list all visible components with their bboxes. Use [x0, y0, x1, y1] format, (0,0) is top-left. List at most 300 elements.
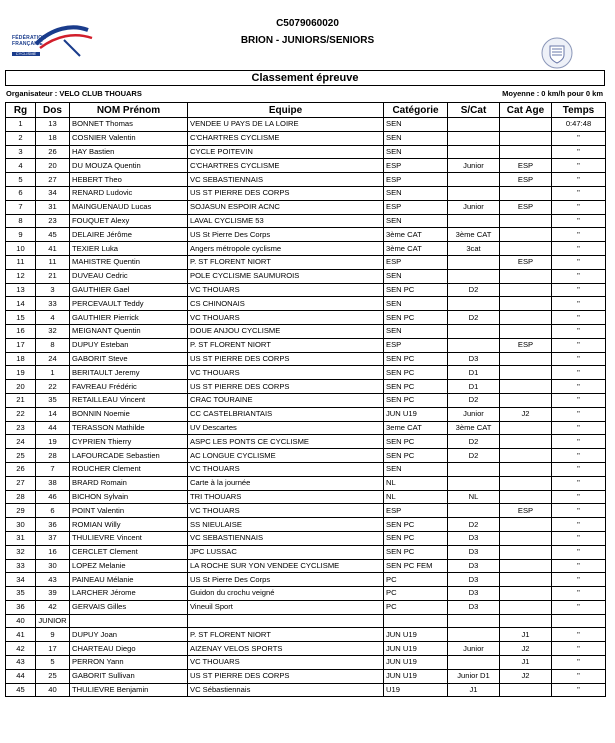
cell-category: SEN	[384, 131, 448, 145]
cell-subcat: D3	[448, 352, 500, 366]
cell-subcat: D2	[448, 393, 500, 407]
cell-time: "	[552, 311, 606, 325]
table-row	[6, 490, 606, 504]
cell-subcat: D1	[448, 380, 500, 394]
cell-category: SEN	[384, 186, 448, 200]
cell-category: SEN PC	[384, 435, 448, 449]
cell-agecat	[500, 118, 552, 132]
cell-agecat	[500, 324, 552, 338]
cell-time: "	[552, 324, 606, 338]
cell-bib: 21	[36, 269, 70, 283]
cell-time: "	[552, 366, 606, 380]
cell-team: AIZENAY VELOS SPORTS	[188, 642, 384, 656]
event-name: BRION - JUNIORS/SENIORS	[240, 35, 375, 46]
table-row	[6, 242, 606, 256]
cell-category: SEN PC FEM	[384, 559, 448, 573]
cell-team: VC THOUARS	[188, 283, 384, 297]
table-row	[6, 628, 606, 642]
cell-time: "	[552, 255, 606, 269]
cell-name: GERVAIS Gilles	[70, 600, 188, 614]
cell-subcat	[448, 269, 500, 283]
cell-category: SEN PC	[384, 393, 448, 407]
cell-team: US ST PIERRE DES CORPS	[188, 380, 384, 394]
table-row	[6, 573, 606, 587]
cell-name: DU MOUZA Quentin	[70, 159, 188, 173]
cell-subcat: Junior	[448, 159, 500, 173]
cell-time: 0:47:48	[552, 118, 606, 132]
cell-subcat: D1	[448, 366, 500, 380]
cell-time	[552, 614, 606, 628]
cell-category: SEN	[384, 118, 448, 132]
cell-agecat	[500, 476, 552, 490]
cell-team: Guidon du crochu veigné	[188, 587, 384, 601]
cell-rank: 45	[6, 683, 36, 697]
table-row	[6, 407, 606, 421]
cell-rank: 22	[6, 407, 36, 421]
cell-subcat	[448, 255, 500, 269]
cell-agecat	[500, 600, 552, 614]
cell-time: "	[552, 573, 606, 587]
cell-agecat: J2	[500, 407, 552, 421]
cell-subcat	[448, 628, 500, 642]
cell-category: SEN PC	[384, 366, 448, 380]
cell-bib: 5	[36, 656, 70, 670]
logo-text-line-3: CYCLISME	[12, 52, 40, 56]
cell-bib: 46	[36, 490, 70, 504]
cell-bib: 17	[36, 642, 70, 656]
cell-subcat: J1	[448, 683, 500, 697]
cell-time: "	[552, 173, 606, 187]
cell-agecat	[500, 380, 552, 394]
page-header	[0, 0, 615, 70]
cell-time: "	[552, 642, 606, 656]
cell-subcat: NL	[448, 490, 500, 504]
cell-rank: 25	[6, 449, 36, 463]
cell-team: CC CASTELBRIANTAIS	[188, 407, 384, 421]
cell-name: GABORIT Sullivan	[70, 669, 188, 683]
cell-time: "	[552, 380, 606, 394]
table-row	[6, 504, 606, 518]
table-row	[6, 228, 606, 242]
cell-rank: 5	[6, 173, 36, 187]
cell-name: DUVEAU Cedric	[70, 269, 188, 283]
cell-time: "	[552, 186, 606, 200]
cell-bib: JUNIOR	[36, 614, 70, 628]
cell-bib: 7	[36, 462, 70, 476]
cell-subcat	[448, 614, 500, 628]
cell-category: ESP	[384, 173, 448, 187]
cell-bib: 28	[36, 449, 70, 463]
col-rank-header: Rg	[6, 103, 36, 118]
cell-agecat	[500, 587, 552, 601]
cell-subcat: Junior	[448, 200, 500, 214]
cell-bib: 42	[36, 600, 70, 614]
table-row	[6, 283, 606, 297]
table-row	[6, 449, 606, 463]
col-category-header: Catégorie	[384, 103, 448, 118]
cell-team: CS CHINONAIS	[188, 297, 384, 311]
cell-name: MAHISTRE Quentin	[70, 255, 188, 269]
cell-category: JUN U19	[384, 656, 448, 670]
col-subcat-header: S/Cat	[448, 103, 500, 118]
cell-subcat	[448, 338, 500, 352]
cell-rank: 17	[6, 338, 36, 352]
cell-name: DUPUY Joan	[70, 628, 188, 642]
cell-time: "	[552, 393, 606, 407]
cell-agecat: J1	[500, 656, 552, 670]
cell-name: LAFOURCADE Sebastien	[70, 449, 188, 463]
cell-subcat: D2	[448, 283, 500, 297]
cell-team: Carte à la journée	[188, 476, 384, 490]
cell-subcat: D3	[448, 531, 500, 545]
cell-category: SEN	[384, 145, 448, 159]
cell-subcat: D3	[448, 559, 500, 573]
cell-bib: 9	[36, 628, 70, 642]
cell-bib: 36	[36, 518, 70, 532]
cell-subcat	[448, 214, 500, 228]
cell-team: C'CHARTRES CYCLISME	[188, 159, 384, 173]
cell-agecat	[500, 435, 552, 449]
cell-rank: 41	[6, 628, 36, 642]
cell-time: "	[552, 421, 606, 435]
cell-rank: 21	[6, 393, 36, 407]
cell-subcat	[448, 297, 500, 311]
cell-subcat: D3	[448, 587, 500, 601]
cell-rank: 19	[6, 366, 36, 380]
col-name-header: NOM Prénom	[70, 103, 188, 118]
cell-name: LOPEZ Melanie	[70, 559, 188, 573]
table-row	[6, 531, 606, 545]
ranking-title: Classement épreuve	[5, 70, 605, 86]
cell-agecat	[500, 283, 552, 297]
cell-team: UV Descartes	[188, 421, 384, 435]
cell-rank: 11	[6, 255, 36, 269]
cell-name: CHARTEAU Diego	[70, 642, 188, 656]
cell-rank: 30	[6, 518, 36, 532]
cell-name: GABORIT Steve	[70, 352, 188, 366]
cell-bib: 38	[36, 476, 70, 490]
cell-bib: 33	[36, 297, 70, 311]
cell-rank: 1	[6, 118, 36, 132]
cell-agecat	[500, 269, 552, 283]
cell-team: DOUE ANJOU CYCLISME	[188, 324, 384, 338]
cell-time: "	[552, 407, 606, 421]
cell-rank: 6	[6, 186, 36, 200]
cell-subcat: Junior	[448, 407, 500, 421]
cell-team: POLE CYCLISME SAUMUROIS	[188, 269, 384, 283]
cell-time: "	[552, 462, 606, 476]
cell-agecat: J1	[500, 628, 552, 642]
cell-bib: 37	[36, 531, 70, 545]
cell-agecat: ESP	[500, 338, 552, 352]
table-row	[6, 642, 606, 656]
cell-subcat: 3cat	[448, 242, 500, 256]
cell-category: 3ème CAT	[384, 228, 448, 242]
cell-category: JUN U19	[384, 407, 448, 421]
cell-subcat	[448, 173, 500, 187]
cell-time: "	[552, 352, 606, 366]
table-row	[6, 669, 606, 683]
cell-rank: 35	[6, 587, 36, 601]
table-row	[6, 145, 606, 159]
cell-name: PERCEVAULT Teddy	[70, 297, 188, 311]
cell-rank: 23	[6, 421, 36, 435]
cell-agecat: ESP	[500, 159, 552, 173]
logo-text-line-2: FRANÇAISE	[12, 40, 43, 47]
cell-team: VC Sébastiennais	[188, 683, 384, 697]
cell-time: "	[552, 559, 606, 573]
table-row	[6, 380, 606, 394]
info-row	[5, 87, 605, 99]
cell-team: SS NIEULAISE	[188, 518, 384, 532]
col-team-header: Equipe	[188, 103, 384, 118]
cell-rank: 32	[6, 545, 36, 559]
cell-subcat	[448, 504, 500, 518]
cell-category: NL	[384, 476, 448, 490]
cell-rank: 29	[6, 504, 36, 518]
cell-team: P. ST FLORENT NIORT	[188, 255, 384, 269]
cell-agecat	[500, 421, 552, 435]
cell-agecat	[500, 490, 552, 504]
cell-rank: 14	[6, 297, 36, 311]
cell-subcat: D2	[448, 311, 500, 325]
cell-bib: 22	[36, 380, 70, 394]
cell-team: VC THOUARS	[188, 311, 384, 325]
cell-name: MEIGNANT Quentin	[70, 324, 188, 338]
cell-bib: 26	[36, 145, 70, 159]
cell-rank: 44	[6, 669, 36, 683]
cell-name: THULIEVRE Vincent	[70, 531, 188, 545]
cell-agecat	[500, 366, 552, 380]
cell-team: VENDEE U PAYS DE LA LOIRE	[188, 118, 384, 132]
cell-bib: 8	[36, 338, 70, 352]
cell-time: "	[552, 338, 606, 352]
table-row	[6, 600, 606, 614]
cell-subcat: D3	[448, 545, 500, 559]
cell-rank: 3	[6, 145, 36, 159]
cell-agecat	[500, 518, 552, 532]
cell-bib: 18	[36, 131, 70, 145]
table-row	[6, 297, 606, 311]
cell-bib: 3	[36, 283, 70, 297]
cell-team: LA ROCHE SUR YON VENDEE CYCLISME	[188, 559, 384, 573]
cell-rank: 36	[6, 600, 36, 614]
cell-bib: 32	[36, 324, 70, 338]
cell-bib: 34	[36, 186, 70, 200]
cell-time: "	[552, 159, 606, 173]
cell-agecat	[500, 214, 552, 228]
cell-team: ASPC LES PONTS CE CYCLISME	[188, 435, 384, 449]
cell-name: CERCLET Clement	[70, 545, 188, 559]
cell-rank: 43	[6, 656, 36, 670]
cell-rank: 28	[6, 490, 36, 504]
cell-time: "	[552, 600, 606, 614]
cell-category: SEN PC	[384, 283, 448, 297]
cell-name: BERITAULT Jeremy	[70, 366, 188, 380]
table-row	[6, 118, 606, 132]
cell-category: ESP	[384, 504, 448, 518]
cell-bib: 27	[36, 173, 70, 187]
cell-rank: 34	[6, 573, 36, 587]
club-shield-icon	[541, 37, 573, 69]
cell-team: AC LONGUE CYCLISME	[188, 449, 384, 463]
cell-rank: 40	[6, 614, 36, 628]
cell-category: SEN PC	[384, 531, 448, 545]
cell-time: "	[552, 656, 606, 670]
cell-team: JPC LUSSAC	[188, 545, 384, 559]
cell-subcat	[448, 656, 500, 670]
cell-category: SEN	[384, 462, 448, 476]
cell-time: "	[552, 228, 606, 242]
table-row	[6, 656, 606, 670]
cell-name: ROMIAN Willy	[70, 518, 188, 532]
cell-category: PC	[384, 587, 448, 601]
cell-team: Angers métropole cyclisme	[188, 242, 384, 256]
cell-bib: 1	[36, 366, 70, 380]
cell-team: VC THOUARS	[188, 504, 384, 518]
cell-subcat	[448, 131, 500, 145]
cell-category: ESP	[384, 200, 448, 214]
cell-agecat	[500, 545, 552, 559]
cell-category: U19	[384, 683, 448, 697]
cell-bib: 6	[36, 504, 70, 518]
cell-rank: 7	[6, 200, 36, 214]
cell-team: VC SEBASTIENNAIS	[188, 531, 384, 545]
cell-team: LAVAL CYCLISME 53	[188, 214, 384, 228]
cell-name: DUPUY Esteban	[70, 338, 188, 352]
cell-agecat	[500, 228, 552, 242]
cell-name: LARCHER Jérome	[70, 587, 188, 601]
cell-name: TERASSON Mathilde	[70, 421, 188, 435]
cell-agecat	[500, 186, 552, 200]
cell-agecat: ESP	[500, 173, 552, 187]
cell-rank: 31	[6, 531, 36, 545]
table-row	[6, 311, 606, 325]
cell-category: SEN	[384, 297, 448, 311]
cell-time: "	[552, 490, 606, 504]
table-header-row	[6, 103, 606, 118]
cell-team: US St Pierre Des Corps	[188, 573, 384, 587]
cell-category: JUN U19	[384, 669, 448, 683]
cell-name: ROUCHER Clement	[70, 462, 188, 476]
table-row	[6, 559, 606, 573]
cell-time: "	[552, 200, 606, 214]
cell-agecat	[500, 462, 552, 476]
cell-rank: 33	[6, 559, 36, 573]
cell-category: 3ème CAT	[384, 242, 448, 256]
table-row	[6, 518, 606, 532]
cell-bib: 30	[36, 559, 70, 573]
cell-team: Vineuil Sport	[188, 600, 384, 614]
cell-time: "	[552, 587, 606, 601]
table-row	[6, 435, 606, 449]
cell-category: JUN U19	[384, 642, 448, 656]
cell-team	[188, 614, 384, 628]
cell-name: DELAIRE Jérôme	[70, 228, 188, 242]
cell-time: "	[552, 545, 606, 559]
cell-team: SOJASUN ESPOIR ACNC	[188, 200, 384, 214]
cell-time: "	[552, 435, 606, 449]
cell-rank: 13	[6, 283, 36, 297]
cell-category: SEN	[384, 214, 448, 228]
cell-name: RETAILLEAU Vincent	[70, 393, 188, 407]
cell-rank: 10	[6, 242, 36, 256]
cell-category: SEN PC	[384, 380, 448, 394]
cell-rank: 18	[6, 352, 36, 366]
col-time-header: Temps	[552, 103, 606, 118]
cell-team: US St Pierre Des Corps	[188, 228, 384, 242]
cell-category: PC	[384, 600, 448, 614]
cell-time: "	[552, 283, 606, 297]
cell-time: "	[552, 531, 606, 545]
table-row	[6, 186, 606, 200]
cell-subcat: D3	[448, 573, 500, 587]
cell-time: "	[552, 504, 606, 518]
cell-agecat	[500, 531, 552, 545]
cell-time: "	[552, 476, 606, 490]
cell-time: "	[552, 669, 606, 683]
cell-agecat: J2	[500, 669, 552, 683]
table-row	[6, 614, 606, 628]
cell-team: P. ST FLORENT NIORT	[188, 628, 384, 642]
cell-team: VC THOUARS	[188, 366, 384, 380]
cell-name: BRARD Romain	[70, 476, 188, 490]
cell-category: ESP	[384, 338, 448, 352]
cell-subcat	[448, 462, 500, 476]
cell-name: BONNIN Noemie	[70, 407, 188, 421]
cell-category: JUN U19	[384, 628, 448, 642]
cell-rank: 15	[6, 311, 36, 325]
table-row	[6, 159, 606, 173]
table-row	[6, 131, 606, 145]
cell-category: SEN	[384, 324, 448, 338]
cell-name: FAVREAU Frédéric	[70, 380, 188, 394]
cell-category: SEN	[384, 269, 448, 283]
cell-subcat	[448, 186, 500, 200]
cell-agecat	[500, 311, 552, 325]
cell-category: NL	[384, 490, 448, 504]
cell-agecat	[500, 352, 552, 366]
cell-name: GAUTHIER Pierrick	[70, 311, 188, 325]
table-row	[6, 214, 606, 228]
cell-bib: 41	[36, 242, 70, 256]
cell-name: PAINEAU Mélanie	[70, 573, 188, 587]
table-row	[6, 200, 606, 214]
cell-agecat: J2	[500, 642, 552, 656]
cell-bib: 19	[36, 435, 70, 449]
cell-bib: 25	[36, 669, 70, 683]
cell-team: VC THOUARS	[188, 656, 384, 670]
cell-subcat: 3ème CAT	[448, 421, 500, 435]
cell-rank: 12	[6, 269, 36, 283]
table-row	[6, 683, 606, 697]
cell-subcat: Junior D1	[448, 669, 500, 683]
cell-team: TRI THOUARS	[188, 490, 384, 504]
table-row	[6, 545, 606, 559]
table-row	[6, 366, 606, 380]
cell-bib: 39	[36, 587, 70, 601]
cell-name	[70, 614, 188, 628]
cell-category: SEN PC	[384, 518, 448, 532]
cell-team: VC SEBASTIENNAIS	[188, 173, 384, 187]
cell-time: "	[552, 297, 606, 311]
cell-bib: 45	[36, 228, 70, 242]
event-code: C5079060020	[276, 18, 339, 29]
table-row	[6, 476, 606, 490]
cell-name: FOUQUET Alexy	[70, 214, 188, 228]
cell-agecat	[500, 393, 552, 407]
cell-name: POINT Valentin	[70, 504, 188, 518]
